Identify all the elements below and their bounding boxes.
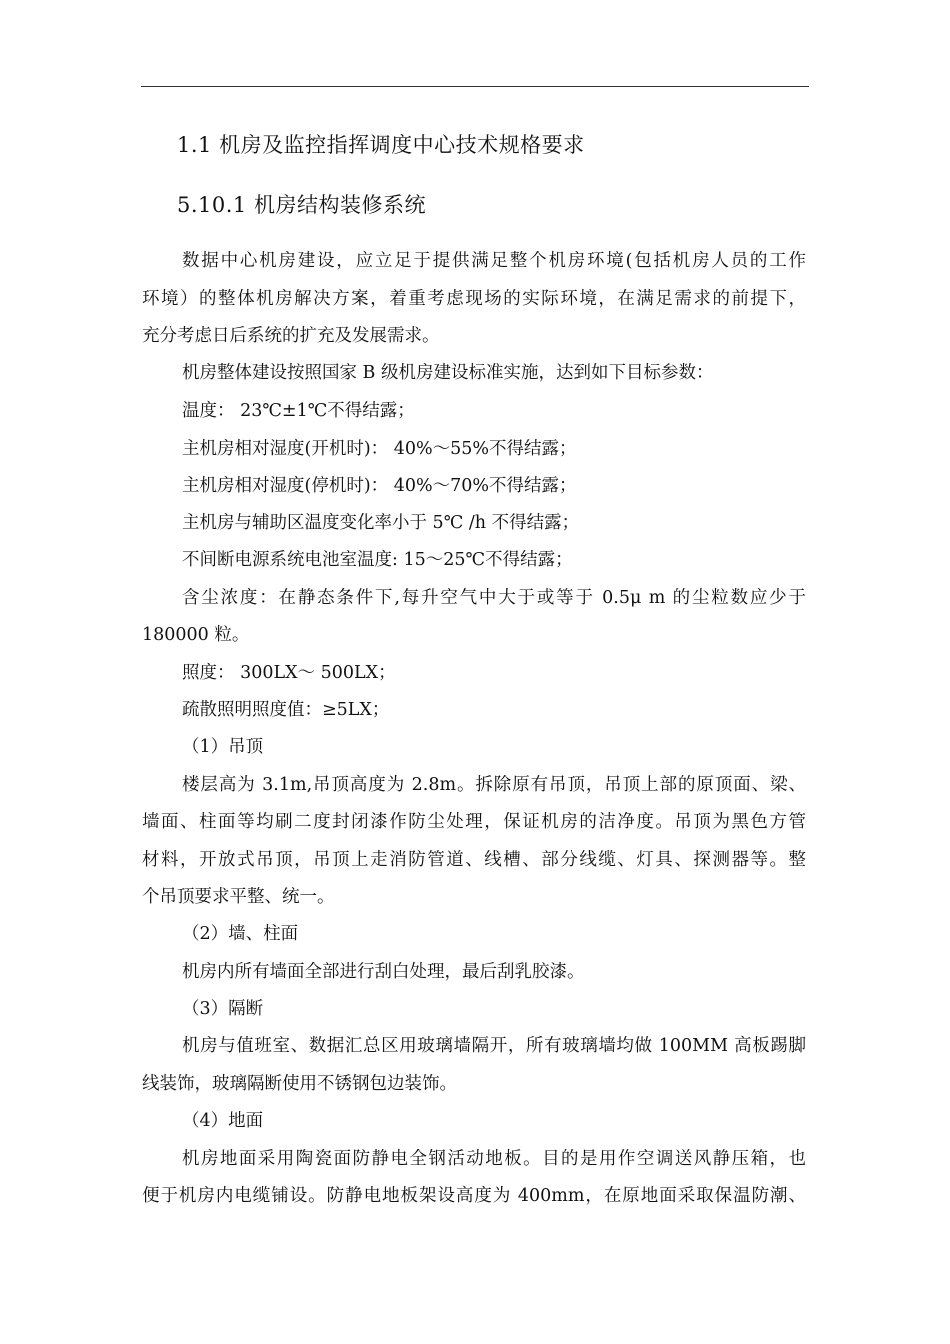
spec-humidity-off: 主机房相对湿度(停机时)： 40%～70%不得结露； bbox=[182, 476, 577, 496]
paragraph-line: 充分考虑日后系统的扩充及发展需求。 bbox=[142, 326, 440, 346]
paragraph-line: 环境）的整体机房解决方案，着重考虑现场的实际环境，在满足需求的前提下， bbox=[142, 289, 806, 309]
paragraph-line: 机房内所有墙面全部进行刮白处理，最后刮乳胶漆。 bbox=[182, 962, 585, 982]
paragraph-line: 机房整体建设按照国家 B 级机房建设标准实施，达到如下目标参数： bbox=[182, 363, 714, 383]
header-rule bbox=[141, 86, 809, 87]
paragraph-line: 个吊顶要求平整、统一。 bbox=[142, 887, 335, 907]
section-heading-5-10-1: 5.10.1 机房结构装修系统 bbox=[177, 193, 426, 217]
subsection-title-floor: （4）地面 bbox=[182, 1111, 264, 1131]
spec-dust-cont: 180000 粒。 bbox=[142, 625, 250, 645]
subsection-title-ceiling: （1）吊顶 bbox=[182, 737, 264, 757]
paragraph-line: 材料，开放式吊顶，吊顶上走消防管道、线槽、部分线缆、灯具、探测器等。整 bbox=[142, 850, 806, 870]
section-heading-1-1: 1.1 机房及监控指挥调度中心技术规格要求 bbox=[177, 133, 585, 157]
paragraph-line: 机房地面采用陶瓷面防静电全钢活动地板。目的是用作空调送风静压箱，也 bbox=[182, 1149, 806, 1169]
spec-evac-lighting: 疏散照明照度值：≥5LX； bbox=[182, 700, 390, 720]
subsection-title-partition: （3）隔断 bbox=[182, 999, 264, 1019]
subsection-title-wall: （2）墙、柱面 bbox=[182, 924, 299, 944]
spec-ups-temp: 不间断电源系统电池室温度: 15～25℃不得结露； bbox=[182, 550, 573, 570]
paragraph-line: 楼层高为 3.1m,吊顶高度为 2.8m。拆除原有吊顶，吊顶上部的原顶面、梁、 bbox=[182, 775, 806, 795]
spec-humidity-on: 主机房相对湿度(开机时)： 40%～55%不得结露； bbox=[182, 439, 577, 459]
paragraph-line: 机房与值班室、数据汇总区用玻璃墙隔开，所有玻璃墙均做 100MM 高板踢脚 bbox=[182, 1036, 806, 1056]
spec-illuminance: 照度： 300LX～ 500LX； bbox=[182, 663, 396, 683]
spec-temp-change: 主机房与辅助区温度变化率小于 5℃ /h 不得结露； bbox=[182, 513, 580, 533]
spec-temperature: 温度： 23℃±1℃不得结露； bbox=[182, 401, 415, 421]
paragraph-line: 数据中心机房建设，应立足于提供满足整个机房环境(包括机房人员的工作 bbox=[182, 251, 806, 271]
paragraph-line: 墙面、柱面等均刷二度封闭漆作防尘处理，保证机房的洁净度。吊顶为黑色方管 bbox=[142, 812, 806, 832]
spec-dust: 含尘浓度：在静态条件下,每升空气中大于或等于 0.5μ m 的尘粒数应少于 bbox=[182, 588, 806, 608]
paragraph-line: 便于机房内电缆铺设。防静电地板架设高度为 400mm，在原地面采取保温防潮、 bbox=[142, 1186, 806, 1206]
paragraph-line: 线装饰，玻璃隔断使用不锈钢包边装饰。 bbox=[142, 1074, 457, 1094]
